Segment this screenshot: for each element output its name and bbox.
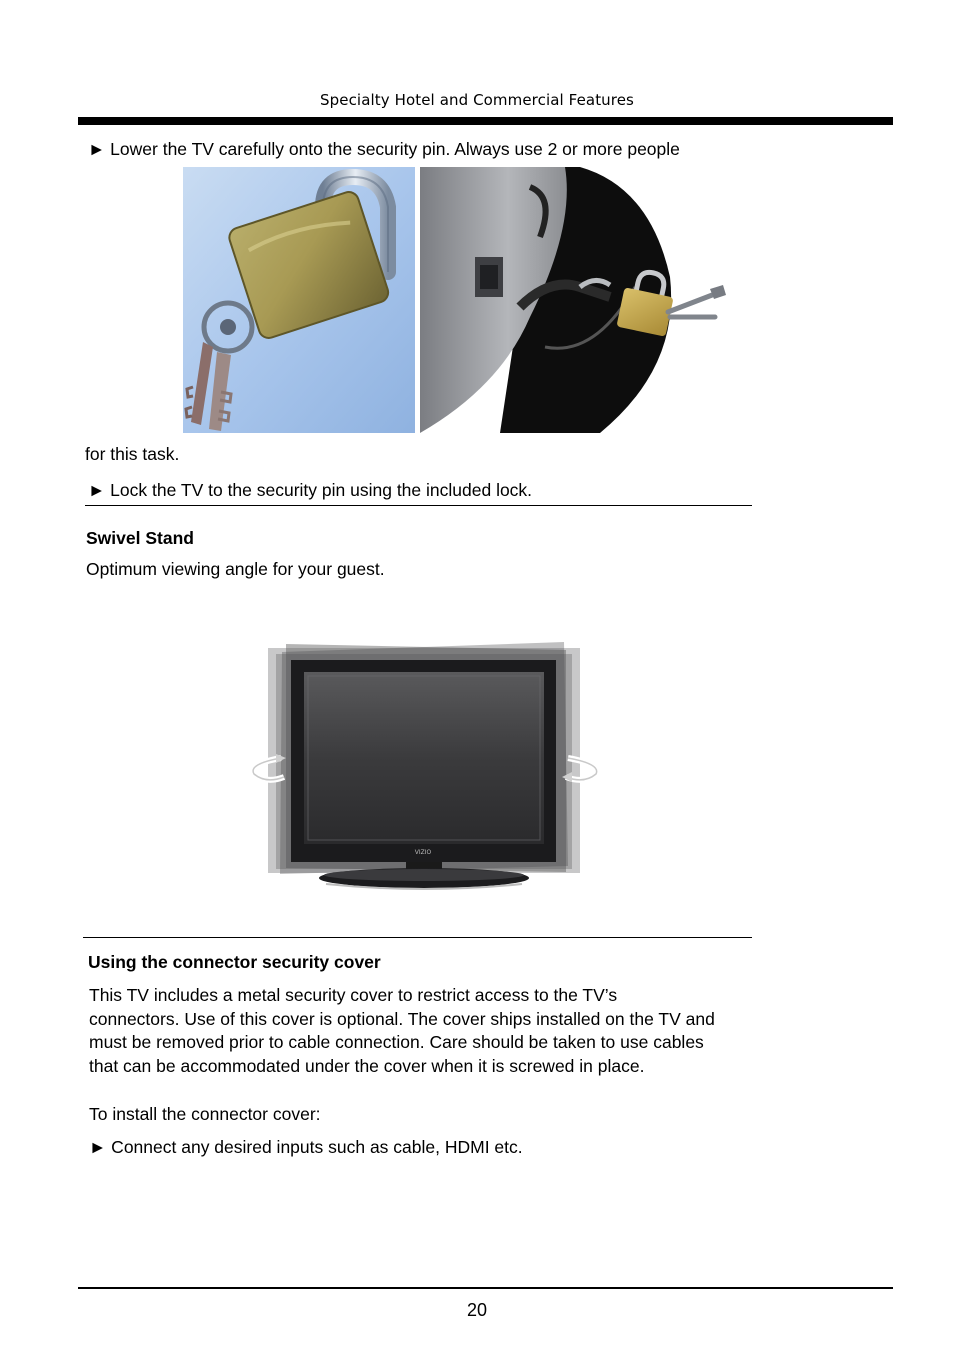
section-divider-2 (83, 937, 752, 938)
swivel-stand-description: Optimum viewing angle for your guest. (86, 559, 385, 579)
swivel-stand-heading: Swivel Stand (86, 528, 194, 548)
padlock-photo (183, 167, 415, 433)
swivel-tv-illustration (246, 640, 606, 895)
paragraph-line: connectors. Use of this cover is optional. The cover ships installed on the TV and (89, 1008, 715, 1029)
paragraph-line: This TV includes a metal security cover to restrict access to the TV’s (89, 985, 618, 1005)
paragraph-line: that can be accommodated under the cover when it is screwed in place. (89, 1055, 645, 1076)
connector-cover-paragraph (89, 984, 789, 1078)
connector-cover-heading: Using the connector security cover (88, 952, 381, 972)
header-divider (78, 117, 893, 125)
footer-divider (78, 1287, 893, 1289)
page-number: 20 (466, 1300, 488, 1320)
section-divider-1 (85, 505, 752, 506)
install-intro-text: To install the connector cover: (89, 1104, 321, 1124)
step-lock-tv-text: ► Lock the TV to the security pin using the included lock. (88, 480, 533, 500)
page-header-title: Specialty Hotel and Commercial Features (320, 91, 634, 109)
step-lower-tv-continued: for this task. (85, 444, 180, 464)
tv-brand-label: VIZIO (414, 849, 432, 856)
tv-locked-photo (420, 167, 732, 433)
install-step-text: ► Connect any desired inputs such as cable, HDMI etc. (89, 1137, 523, 1157)
step-lower-tv-text: ► Lower the TV carefully onto the security pin. Always use 2 or more people (88, 139, 680, 159)
paragraph-line: must be removed prior to cable connection. Care should be taken to use cables (89, 1032, 704, 1052)
